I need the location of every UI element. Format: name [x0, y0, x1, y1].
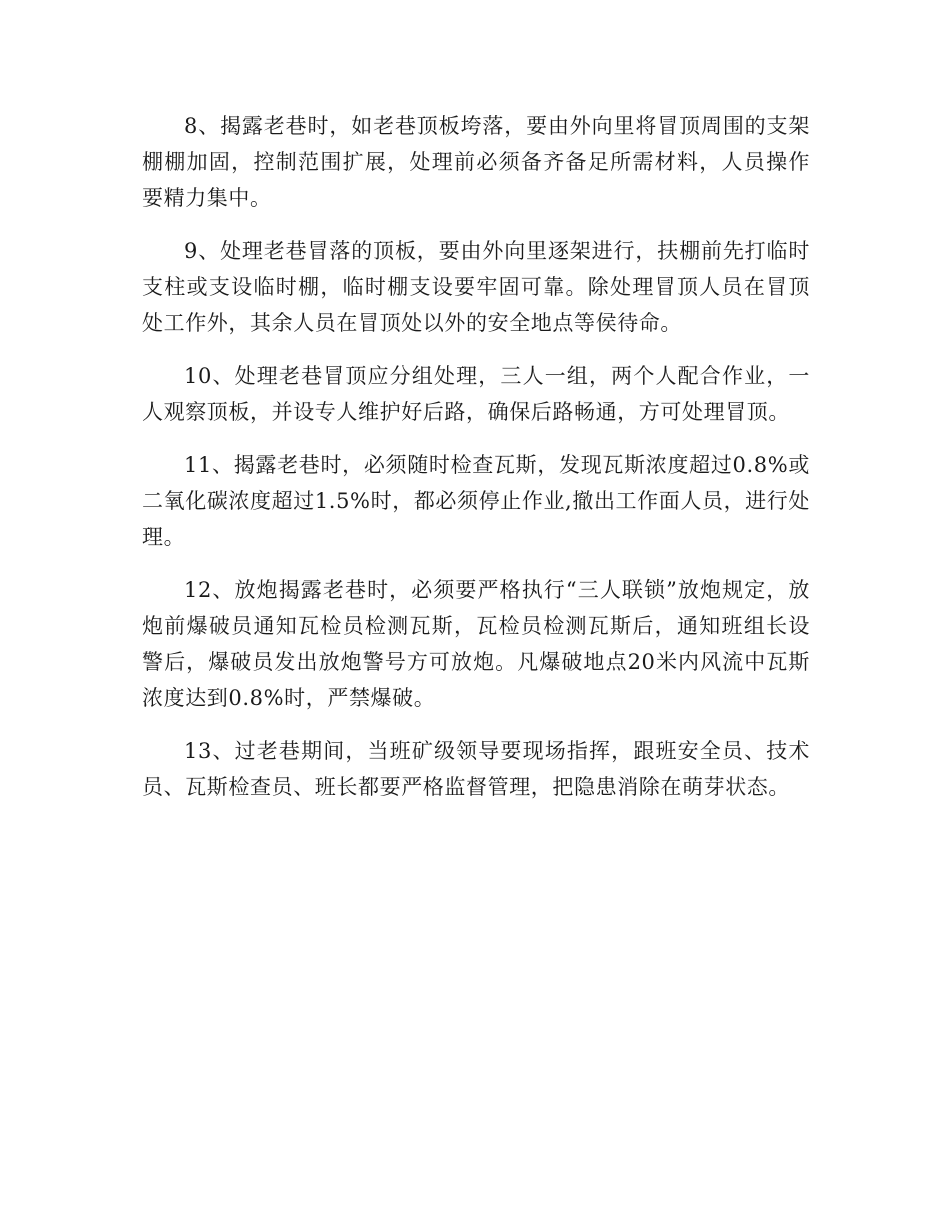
paragraph-item-10: 10、处理老巷冒顶应分组处理，三人一组，两个人配合作业，一人观察顶板，并设专人维护好后路，确保后路畅通，方可处理冒顶。: [142, 364, 810, 424]
paragraph-item-11: 11、揭露老巷时，必须随时检查瓦斯，发现瓦斯浓度超过0.8%或二氧化碳浓度超过1.5%时，都必须停止作业,撤出工作面人员，进行处理。: [142, 453, 810, 549]
document-body: [142, 108, 810, 822]
paragraph-item-13: 13、过老巷期间，当班矿级领导要现场指挥，跟班安全员、技术员、瓦斯检查员、班长都要严格监督管理，把隐患消除在萌芽状态。: [142, 739, 810, 799]
paragraph-item-8: 8、揭露老巷时，如老巷顶板垮落，要由外向里将冒顶周围的支架棚棚加固，控制范围扩展，处理前必须备齐备足所需材料，人员操作要精力集中。: [142, 114, 810, 210]
paragraph-item-12: 12、放炮揭露老巷时，必须要严格执行“三人联锁”放炮规定，放炮前爆破员通知瓦检员检测瓦斯，瓦检员检测瓦斯后，通知班组长设警后，爆破员发出放炮警号方可放炮。凡爆破地点20米内风流中瓦斯浓度达到0.8%时，严禁爆破。: [142, 578, 810, 710]
paragraph-item-9: 9、处理老巷冒落的顶板，要由外向里逐架进行，扶棚前先打临时支柱或支设临时棚，临时棚支设要牢固可靠。除处理冒顶人员在冒顶处工作外，其余人员在冒顶处以外的安全地点等侯待命。: [142, 239, 810, 335]
